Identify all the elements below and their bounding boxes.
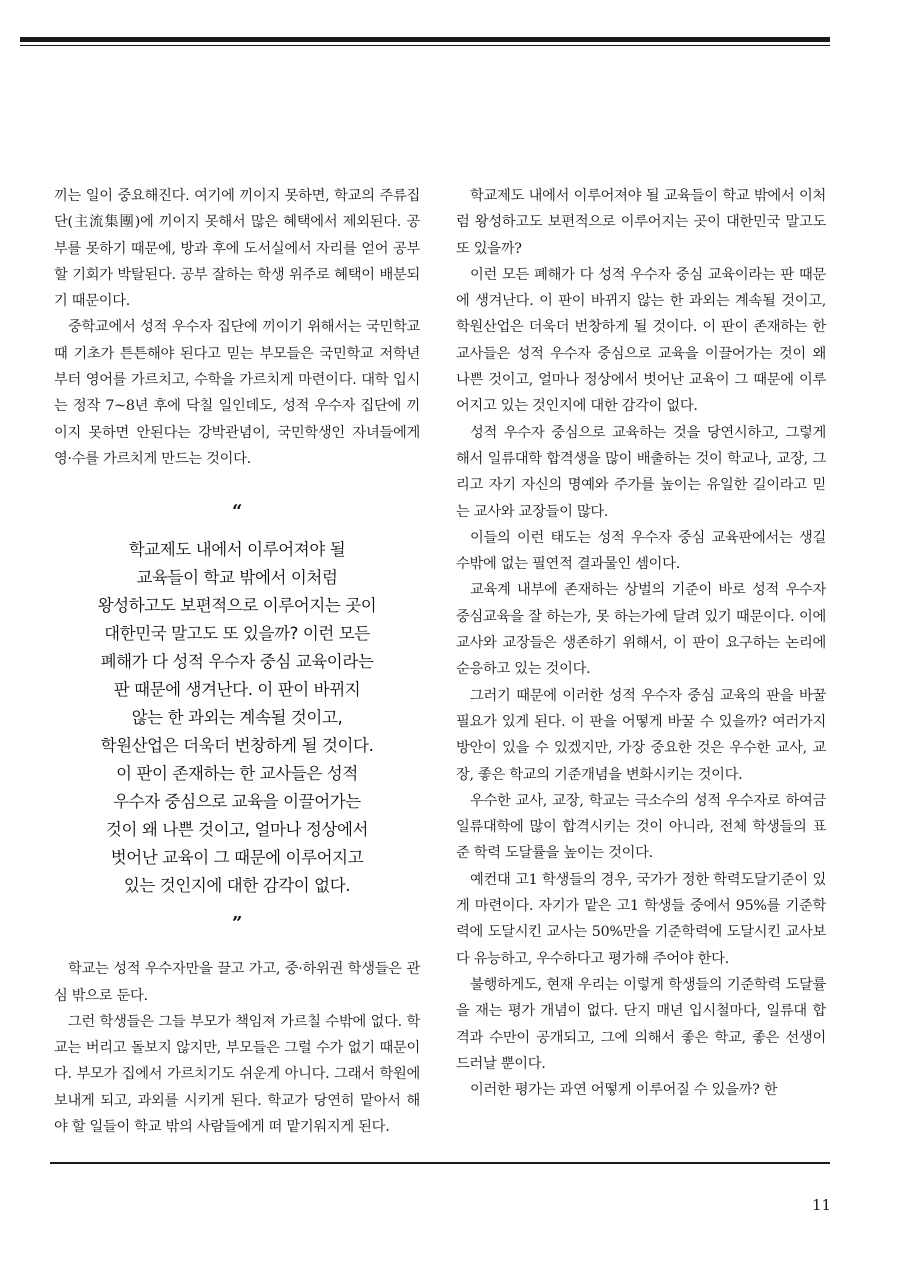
page-number: 11: [812, 1196, 832, 1214]
paragraph: 성적 우수자 중심으로 교육하는 것을 당연시하고, 그렇게 해서 일류대학 합격생을 많이 배출하는 것이 학교나, 교장, 그리고 자기 자신의 명예와 주가를 높이는 유일한 길이라고 믿는 교사와 교장들이 많다.: [456, 424, 826, 520]
paragraph: 끼는 일이 중요해진다. 여기에 끼이지 못하면, 학교의 주류집단(主流集團)에 끼이지 못해서 많은 혜택에서 제외된다. 공부를 못하기 때문에, 방과 후에 도서실에서 자리를 얻어 공부할 기회가 박탈된다. 공부 잘하는 학생 위주로 혜택이 배분되기 때문이다.: [54, 188, 420, 310]
paragraph: 교육계 내부에 존재하는 상벌의 기준이 바로 성적 우수자 중심교육을 잘 하는가, 못 하는가에 달려 있기 때문이다. 이에 교사와 교장들은 생존하기 위해서, 이 판이 요구하는 논리에 순응하고 있는 것이다.: [456, 582, 826, 678]
paragraph: 이들의 이런 태도는 성적 우수자 중심 교육판에서는 생길 수밖에 없는 필연적 결과물인 셈이다.: [456, 529, 826, 573]
open-quote-mark: “: [232, 501, 242, 523]
paragraph: 예컨대 고1 학생들의 경우, 국가가 정한 학력도달기준이 있게 마련이다. 자기가 맡은 고1 학생들 중에서 95%를 기준학력에 도달시킨 교사는 50%만을 기준학력에 도달시킨 교사보다 유능하고, 우수하다고 평가해 주어야 한다.: [456, 871, 826, 967]
paragraph: 우수한 교사, 교장, 학교는 극소수의 성적 우수자로 하여금 일류대학에 많이 합격시키는 것이 아니라, 전체 학생들의 표준 학력 도달률을 높이는 것이다.: [456, 792, 826, 862]
paragraph: 학교제도 내에서 이루어져야 될 교육들이 학교 밖에서 이처럼 왕성하고도 보편적으로 이루어지는 곳이 대한민국 말고도 또 있을까?: [456, 188, 826, 257]
paragraph: 이러한 평가는 과연 어떻게 이루어질 수 있을까? 한: [470, 1082, 778, 1099]
paragraph: 그러기 때문에 이러한 성적 우수자 중심 교육의 판을 바꿀 필요가 있게 된다. 이 판을 어떻게 바꿀 수 있을까? 여러가지 방안이 있을 수 있겠지만, 가장 중요한 것은 우수한 교사, 교장, 좋은 학교의 기준개념을 변화시키는 것이다.: [456, 687, 826, 783]
bottom-rule: [50, 1162, 830, 1164]
paragraph: 중학교에서 성적 우수자 집단에 끼이기 위해서는 국민학교 때 기초가 튼튼해야 된다고 믿는 부모들은 국민학교 저학년부터 영어를 가르치고, 수학을 가르치게 마련이다. 대학 입시는 정작 7~8년 후에 닥칠 일인데도, 성적 우수자 집단에 끼이지 못하면 안된다는 강박관념이, 국민학생인 자녀들에게 영·수를 가르치게 만드는 것이다.: [54, 319, 420, 467]
paragraph: 학교는 성적 우수자만을 끌고 가고, 중·하위권 학생들은 관심 밖으로 둔다.: [54, 961, 420, 1004]
left-column: [54, 183, 420, 1140]
pull-quote-text: 학교제도 내에서 이루어져야 될 교육들이 학교 밖에서 이처럼 왕성하고도 보편적으로 이루어지는 곳이 대한민국 말고도 또 있을까? 이런 모든 폐해가 다 성적 우수자 중심 교육이라는 판 때문에 생겨난다. 이 판이 바뀌지 않는 한 과외는 계속될 것이고, 학원산업은 더욱더 번창하게 될 것이다. 이 판이 존재하는 한 교사들은 성적 우수자 중심으로 교육을 이끌어가는 것이 왜 나쁜 것이고, 얼마나 정상에서 벗어난 교육이 그 때문에 이루어지고 있는 것인지에 대한 감각이 없다.: [97, 540, 377, 896]
pull-quote: [54, 502, 420, 934]
top-rule: [20, 37, 830, 42]
close-quote-mark: ”: [232, 913, 242, 935]
paragraph: 불행하게도, 현재 우리는 이렇게 학생들의 기준학력 도달률을 재는 평가 개념이 없다. 단지 매년 입시철마다, 일류대 합격과 수만이 공개되고, 그에 의해서 좋은 학교, 좋은 선생이 드러날 뿐이다.: [456, 976, 826, 1072]
paragraph: 이런 모든 폐해가 다 성적 우수자 중심 교육이라는 판 때문에 생겨난다. 이 판이 바뀌지 않는 한 과외는 계속될 것이고, 학원산업은 더욱더 번창하게 될 것이다. 이 판이 존재하는 한 교사들은 성적 우수자 중심으로 교육을 이끌어가는 것이 왜 나쁜 것이고, 얼마나 정상에서 벗어난 교육이 그 때문에 이루어지고 있는 것인지에 대한 감각이 없다.: [456, 266, 826, 415]
top-rule-thin: [20, 45, 830, 46]
paragraph: 그런 학생들은 그들 부모가 책임져 가르칠 수밖에 없다. 학교는 버리고 돌보지 않지만, 부모들은 그럴 수가 없기 때문이다. 부모가 집에서 가르치기도 쉬운게 아니다. 그래서 학원에 보내게 되고, 과외를 시키게 된다. 학교가 당연히 맡아서 해야 할 일들이 학교 밖의 사람들에게 떠 맡기워지게 된다.: [54, 1013, 420, 1136]
right-column: [456, 183, 826, 1103]
